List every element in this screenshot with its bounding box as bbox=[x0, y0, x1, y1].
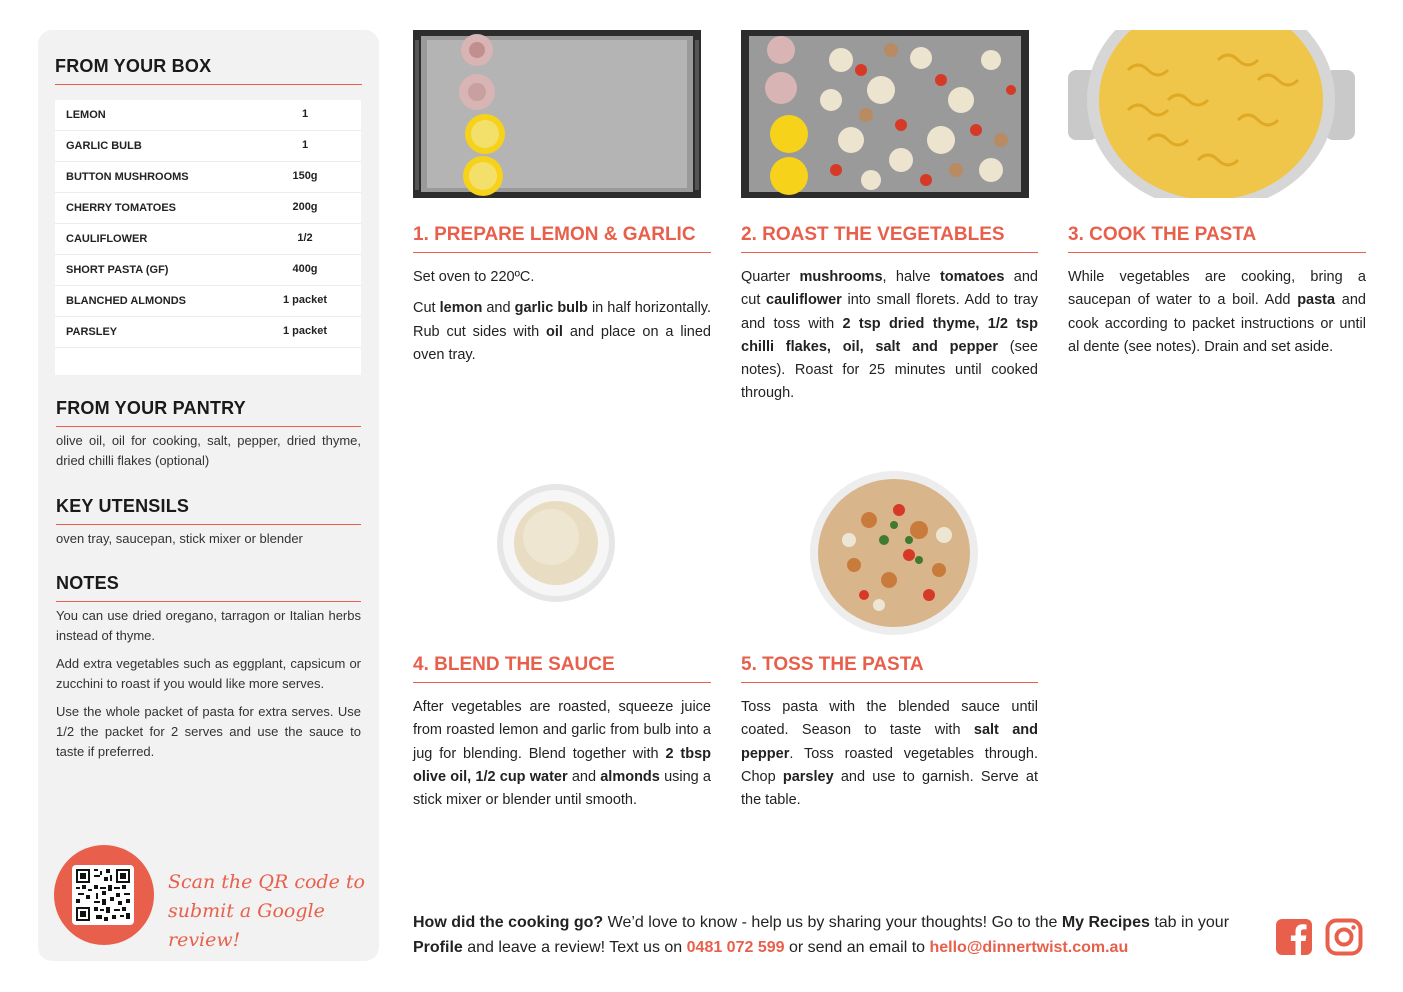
ingredient-name: BUTTON MUSHROOMS bbox=[66, 171, 189, 183]
qr-caption-line: Scan the QR code to bbox=[168, 871, 365, 893]
ingredient-highlight: tomatoes bbox=[939, 269, 1005, 285]
table-row bbox=[55, 224, 361, 255]
ingredient-name: GARLIC BULB bbox=[66, 140, 142, 152]
text-run: and use to garnish. Serve at the table. bbox=[741, 768, 1038, 809]
footer-question: How did the cooking go? bbox=[413, 914, 604, 931]
ingredient-name: BLANCHED ALMONDS bbox=[66, 295, 186, 307]
ingredient-highlight: 2 tbsp olive oil, 1/2 cup water bbox=[413, 745, 711, 785]
note-item: Add extra vegetables such as eggplant, capsicum or zucchini to roast if you would like more serves. bbox=[56, 656, 361, 691]
step5-title: 5. TOSS THE PASTA bbox=[741, 654, 1038, 683]
step4-text bbox=[413, 696, 711, 820]
step1-photo bbox=[413, 30, 701, 198]
ingredient-highlight: parsley bbox=[782, 768, 834, 785]
ingredient-highlight: salt and pepper bbox=[741, 722, 1039, 762]
step3-photo bbox=[1068, 30, 1355, 198]
step3-para bbox=[1068, 266, 1366, 359]
table-row bbox=[55, 162, 361, 193]
pantry-title: FROM YOUR PANTRY bbox=[56, 398, 361, 427]
step1-text bbox=[413, 266, 711, 375]
ingredient-highlight: almonds bbox=[600, 768, 660, 785]
text-run: After vegetables are roasted, squeeze juice from roasted lemon and garlic from bulb into a jug for blending. Blend together with bbox=[413, 699, 711, 762]
step3-title: 3. COOK THE PASTA bbox=[1068, 224, 1366, 253]
pantry-text: olive oil, oil for cooking, salt, pepper, dried thyme, dried chilli flakes (optional) bbox=[56, 433, 361, 468]
text-run: into small florets. Add to tray and toss with bbox=[741, 292, 1038, 332]
step4-para bbox=[413, 696, 711, 812]
qr-code-icon[interactable] bbox=[72, 865, 134, 925]
text-run: , halve bbox=[882, 269, 940, 285]
table-row bbox=[55, 286, 361, 317]
text-run: and leave a review! Text us on bbox=[462, 939, 687, 956]
note-item: Use the whole packet of pasta for extra serves. Use 1/2 the packet for 2 serves and use the sauce to taste if preferred. bbox=[56, 704, 361, 759]
ingredient-highlight: pasta bbox=[1297, 292, 1336, 309]
ingredient-highlight: lemon bbox=[439, 300, 483, 317]
ingredient-qty: 150g bbox=[292, 170, 318, 182]
profile-label: Profile bbox=[413, 939, 463, 956]
notes-list bbox=[56, 606, 361, 770]
ingredient-qty: 400g bbox=[292, 263, 318, 275]
text-run: using a stick mixer or blender until smooth. bbox=[413, 768, 711, 809]
text-run: and cook according to packet instructions or until al dente (see notes). Drain and set aside. bbox=[1068, 292, 1366, 355]
step1-para bbox=[413, 297, 711, 367]
ingredient-qty: 1 packet bbox=[282, 294, 328, 306]
ingredient-highlight: mushrooms bbox=[799, 269, 883, 285]
instagram-icon[interactable] bbox=[1325, 918, 1363, 956]
text-run: tab in your bbox=[1149, 914, 1230, 931]
utensils-title: KEY UTENSILS bbox=[56, 496, 361, 525]
step2-text bbox=[741, 266, 1038, 414]
step1-para: Set oven to 220ºC. bbox=[413, 269, 535, 285]
table-row bbox=[55, 131, 361, 162]
step2-title: 2. ROAST THE VEGETABLES bbox=[741, 224, 1038, 253]
text-run: (see notes). Roast for 25 minutes until cooked through. bbox=[741, 338, 1038, 402]
from-box-title: FROM YOUR BOX bbox=[55, 56, 362, 85]
review-footer bbox=[413, 910, 1263, 960]
qr-badge[interactable] bbox=[54, 845, 154, 945]
step4-photo bbox=[495, 482, 617, 604]
facebook-icon[interactable] bbox=[1275, 918, 1313, 956]
text-run: in half horizontally. Rub cut sides with bbox=[413, 300, 712, 340]
step4-title: 4. BLEND THE SAUCE bbox=[413, 654, 711, 683]
box-ingredients-table bbox=[55, 100, 361, 375]
text-run: and bbox=[567, 768, 601, 785]
text-run: . Toss roasted vegetables through. Chop bbox=[741, 745, 1038, 785]
ingredient-qty: 1/2 bbox=[297, 232, 313, 244]
ingredient-qty: 1 packet bbox=[282, 325, 328, 337]
text-run: While vegetables are cooking, bring a saucepan of water to a boil. Add bbox=[1068, 269, 1366, 309]
step5-text bbox=[741, 696, 1038, 820]
ingredients-sidebar bbox=[38, 30, 379, 961]
note-item: You can use dried oregano, tarragon or Italian herbs instead of thyme. bbox=[56, 608, 361, 643]
ingredient-highlight: cauliflower bbox=[766, 292, 842, 309]
my-recipes-label: My Recipes bbox=[1061, 914, 1150, 931]
text-run: and cut bbox=[741, 269, 1038, 309]
ingredient-name: CAULIFLOWER bbox=[66, 233, 148, 245]
table-row bbox=[55, 255, 361, 286]
qr-caption-line: submit a Google review! bbox=[168, 900, 325, 951]
ingredient-highlight: oil bbox=[546, 323, 563, 340]
ingredient-name: PARSLEY bbox=[66, 326, 118, 338]
ingredient-highlight: garlic bulb bbox=[514, 300, 588, 317]
ingredient-highlight: 2 tsp dried thyme, 1/2 tsp chilli flakes, oil, salt and pepper bbox=[741, 315, 1038, 355]
text-run: Toss pasta with the blended sauce until coated. Season to taste with bbox=[741, 699, 1038, 739]
qr-caption bbox=[168, 868, 368, 955]
ingredient-qty: 200g bbox=[292, 201, 318, 213]
email-link[interactable]: hello@dinnertwist.com.au bbox=[929, 939, 1129, 956]
text-run: Quarter bbox=[741, 269, 800, 285]
text-run: We’d love to know - help us by sharing your thoughts! Go to the bbox=[603, 914, 1062, 931]
ingredient-name: SHORT PASTA (GF) bbox=[66, 264, 169, 276]
text-run: or send an email to bbox=[784, 939, 930, 956]
text-run: and place on a lined oven tray. bbox=[413, 323, 711, 363]
notes-title: NOTES bbox=[56, 573, 361, 602]
step1-title: 1. PREPARE LEMON & GARLIC bbox=[413, 224, 711, 253]
ingredient-qty: 1 bbox=[301, 108, 309, 120]
text-run: Cut bbox=[413, 300, 440, 317]
text-run: and bbox=[482, 300, 515, 317]
step5-para bbox=[741, 696, 1038, 812]
table-row bbox=[55, 100, 361, 131]
step2-photo bbox=[741, 30, 1029, 198]
table-row bbox=[55, 193, 361, 224]
ingredient-name: LEMON bbox=[66, 109, 106, 121]
ingredient-name: CHERRY TOMATOES bbox=[66, 202, 177, 214]
phone-link[interactable]: 0481 072 599 bbox=[686, 939, 785, 956]
step3-text bbox=[1068, 266, 1366, 367]
ingredient-qty: 1 bbox=[301, 139, 309, 151]
step2-para bbox=[741, 266, 1038, 406]
step5-photo bbox=[809, 470, 979, 636]
utensils-text: oven tray, saucepan, stick mixer or blender bbox=[56, 531, 303, 546]
table-row bbox=[55, 317, 361, 348]
